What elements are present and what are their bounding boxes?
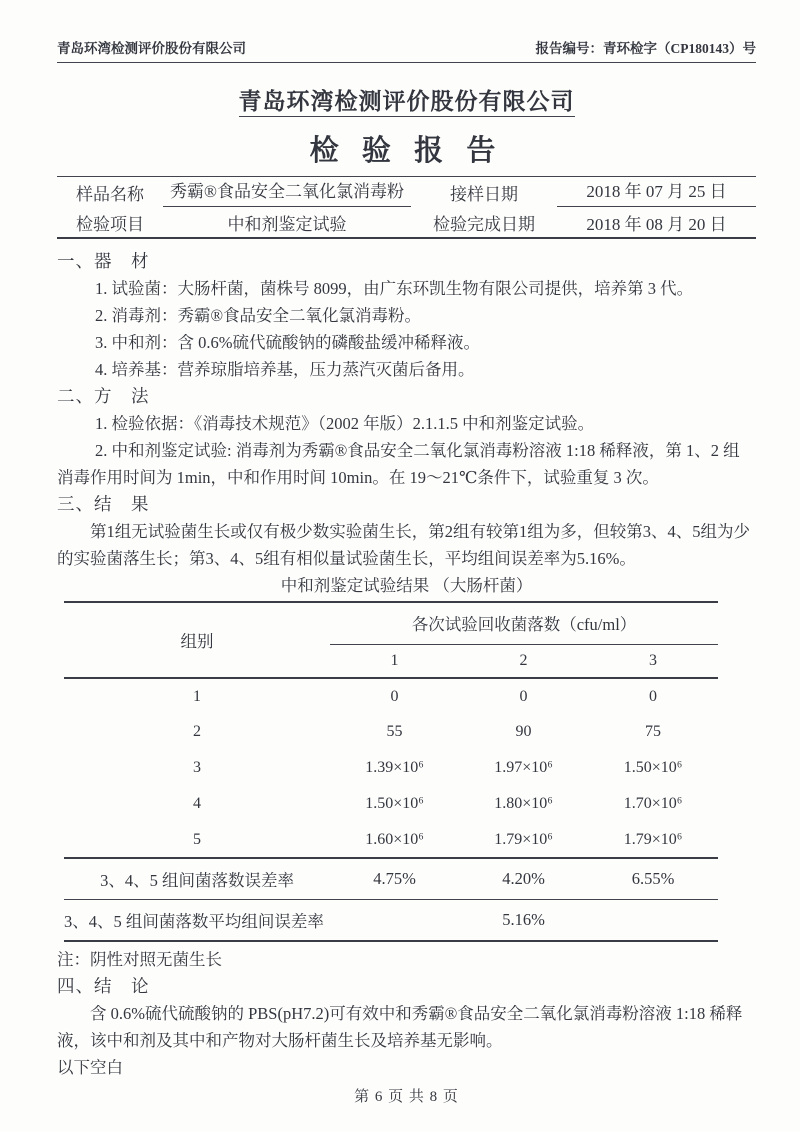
complete-date-value: 2018 年 08 月 20 日 bbox=[586, 214, 727, 234]
table-row bbox=[64, 786, 718, 822]
result-table-caption: 中和剂鉴定试验结果 （大肠杆菌） bbox=[280, 576, 533, 595]
method-item-2: 2. 中和剂鉴定试验: 消毒剂为秀霸®食品安全二氧化氯消毒粉溶液 1:18 稀释液，第 1、2 组消毒作用时间为 1min，中和作用时间 10min。在 19～21℃条件下，试验重复 3 次。 bbox=[57, 441, 740, 487]
average-error-rate-value: 5.16% bbox=[459, 900, 588, 942]
running-header-report-number: 报告编号：青环检字（CP180143）号 bbox=[535, 41, 756, 56]
report-title: 检 验 报 告 bbox=[309, 135, 504, 167]
trial-1-header: 1 bbox=[330, 644, 459, 678]
section-result-heading: 三、结 果 bbox=[57, 494, 150, 514]
error-rate-row bbox=[64, 858, 718, 900]
value-cell: 1.50×10⁶ bbox=[623, 759, 683, 776]
result-paragraph: 第1组无试验菌生长或仅有极少数实验菌生长，第2组有较第1组为多，但较第3、4、5组为少的实验菌落生长；第3、4、5组有相似量试验菌生长，平均组间误差率为5.16%。 bbox=[57, 522, 750, 568]
trial-2-header: 2 bbox=[459, 644, 588, 678]
equipment-item-3: 3. 中和剂：含 0.6%硫代硫酸钠的磷酸盐缓冲稀释液。 bbox=[95, 333, 480, 352]
info-row-sample bbox=[57, 177, 756, 207]
value-cell: 0 bbox=[519, 687, 528, 705]
sample-name-value: 秀霸®食品安全二氧化氯消毒粉 bbox=[163, 177, 411, 207]
running-header bbox=[57, 37, 756, 63]
table-note: 注：阴性对照无菌生长 bbox=[57, 950, 222, 969]
value-cell: 90 bbox=[515, 723, 532, 740]
table-row bbox=[64, 750, 718, 786]
value-cell: 1.79×10⁶ bbox=[494, 830, 553, 848]
blank-below-marker: 以下空白 bbox=[57, 1058, 123, 1077]
table-row bbox=[64, 678, 718, 714]
running-header-company: 青岛环湾检测评价股份有限公司 bbox=[57, 41, 246, 56]
value-cell: 1.39×10⁶ bbox=[365, 759, 424, 776]
result-table-header-row-1 bbox=[64, 602, 718, 644]
group-cell: 4 bbox=[193, 795, 201, 812]
error-rate-value: 6.55% bbox=[588, 858, 718, 900]
value-cell: 1.70×10⁶ bbox=[623, 795, 683, 812]
section-equipment-heading: 一、器 材 bbox=[57, 251, 150, 271]
test-item-value: 中和剂鉴定试验 bbox=[227, 214, 347, 234]
info-row-item bbox=[57, 207, 756, 237]
company-title: 青岛环湾检测评价股份有限公司 bbox=[57, 83, 756, 116]
equipment-item-2: 2. 消毒剂：秀霸®食品安全二氧化氯消毒粉。 bbox=[95, 306, 422, 325]
page-number: 第 6 页 共 8 页 bbox=[354, 1089, 459, 1105]
group-column-header: 组别 bbox=[64, 602, 330, 678]
value-cell: 0 bbox=[649, 687, 657, 705]
method-item-1: 1. 检验依据：《消毒技术规范》（2002 年版）2.1.1.5 中和剂鉴定试验。 bbox=[95, 414, 595, 433]
result-table bbox=[64, 601, 718, 942]
section-conclusion-heading: 四、结 论 bbox=[57, 976, 150, 996]
table-row bbox=[64, 822, 718, 858]
value-cell: 1.97×10⁶ bbox=[494, 759, 553, 776]
equipment-item-4: 4. 培养基：营养琼脂培养基，压力蒸汽灭菌后备用。 bbox=[95, 360, 475, 379]
empty-cell bbox=[588, 900, 718, 942]
error-rate-value: 4.75% bbox=[330, 858, 459, 900]
receive-date-label: 接样日期 bbox=[450, 184, 518, 204]
group-cell: 5 bbox=[193, 830, 201, 848]
group-cell: 1 bbox=[193, 687, 201, 705]
value-cell: 55 bbox=[386, 723, 403, 740]
section-method-heading: 二、方 法 bbox=[57, 386, 150, 406]
table-row bbox=[64, 714, 718, 750]
equipment-item-1: 1. 试验菌：大肠杆菌，菌株号 8099，由广东环凯生物有限公司提供，培养第 3 代。 bbox=[95, 279, 694, 298]
group-cell: 3 bbox=[193, 759, 201, 776]
receive-date-value: 2018 年 07 月 25 日 bbox=[557, 177, 756, 207]
recovery-count-header: 各次试验回收菌落数（cfu/ml） bbox=[330, 602, 718, 644]
group-cell: 2 bbox=[193, 723, 201, 740]
value-cell: 1.60×10⁶ bbox=[365, 830, 424, 848]
value-cell: 1.50×10⁶ bbox=[365, 795, 424, 812]
trial-3-header: 3 bbox=[588, 644, 718, 678]
conclusion-paragraph: 含 0.6%硫代硫酸钠的 PBS(pH7.2)可有效中和秀霸®食品安全二氧化氯消毒粉溶液 1:18 稀释液，该中和剂及其中和产物对大肠杆菌生长及培养基无影响。 bbox=[57, 1004, 743, 1050]
average-error-rate-label: 3、4、5 组间菌落数平均组间误差率 bbox=[64, 900, 459, 942]
complete-date-label: 检验完成日期 bbox=[433, 214, 535, 234]
sample-name-label: 样品名称 bbox=[76, 184, 144, 204]
value-cell: 75 bbox=[645, 723, 661, 740]
average-error-rate-row bbox=[64, 900, 718, 942]
sample-info-table bbox=[57, 176, 756, 239]
value-cell: 1.79×10⁶ bbox=[623, 830, 683, 848]
error-rate-label: 3、4、5 组间菌落数误差率 bbox=[64, 858, 330, 900]
test-item-label: 检验项目 bbox=[76, 214, 144, 234]
value-cell: 1.80×10⁶ bbox=[494, 795, 553, 812]
value-cell: 0 bbox=[390, 687, 399, 705]
error-rate-value: 4.20% bbox=[459, 858, 588, 900]
